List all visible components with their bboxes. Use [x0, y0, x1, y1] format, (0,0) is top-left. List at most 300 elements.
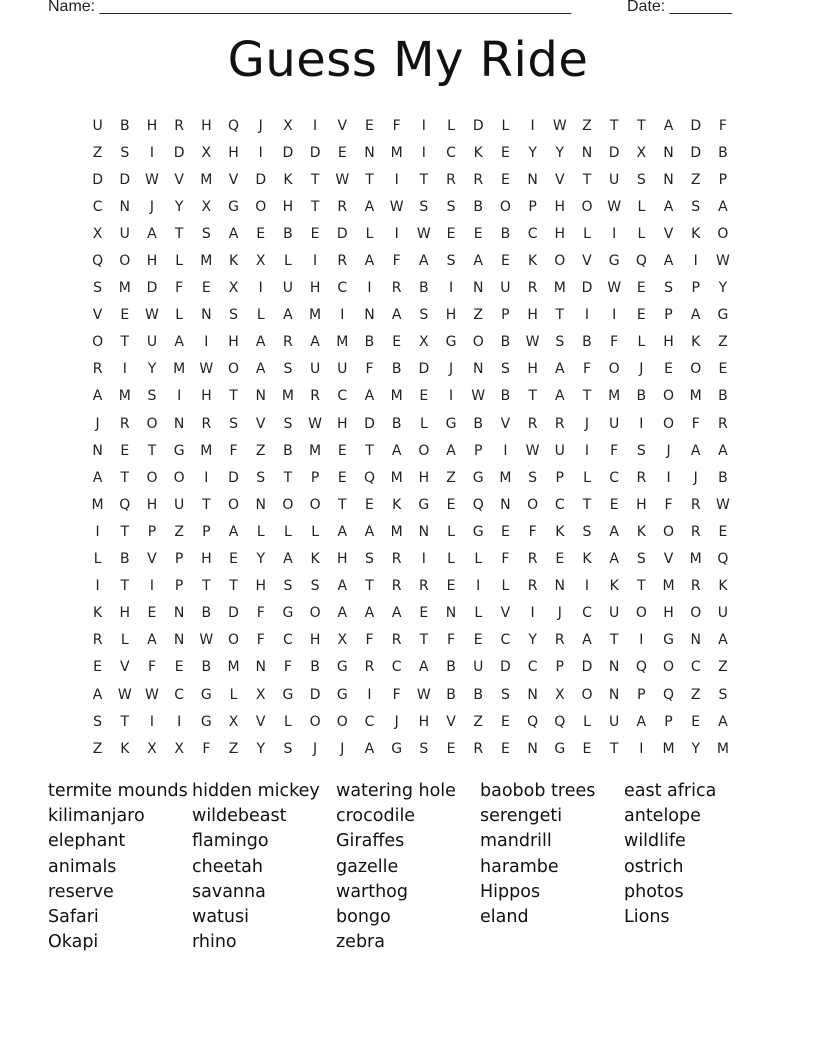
grid-letter: T [310, 198, 320, 215]
grid-letter: I [421, 117, 426, 134]
grid-letter: X [174, 740, 184, 757]
grid-letter: A [92, 388, 103, 405]
grid-letter: L [447, 551, 455, 568]
grid-letter: V [119, 659, 130, 676]
grid-letter: P [174, 551, 184, 568]
grid-letter: B [310, 659, 320, 676]
grid-letter: O [581, 686, 593, 703]
grid-letter: G [554, 740, 566, 757]
grid-letter: X [147, 740, 157, 757]
grid-letter: L [256, 307, 265, 324]
grid-letter: B [119, 117, 130, 134]
grid-letter: M [608, 388, 621, 405]
grid-letter: G [391, 740, 403, 757]
grid-letter: D [255, 171, 267, 188]
grid-letter: Z [473, 307, 484, 324]
grid-letter: N [92, 442, 103, 459]
grid-letter: T [174, 225, 184, 242]
grid-letter: S [446, 253, 456, 270]
grid-letter: O [717, 225, 729, 242]
grid-letter: C [283, 632, 293, 649]
grid-letter: A [473, 253, 483, 270]
grid-letter: B [446, 686, 456, 703]
grid-letter: I [666, 469, 671, 486]
grid-letter: G [336, 659, 348, 676]
grid-letter: S [93, 280, 103, 297]
grid-letter: E [664, 361, 673, 378]
grid-letter: A [690, 307, 701, 324]
grid-letter: A [718, 632, 728, 649]
grid-letter: L [284, 253, 292, 270]
grid-letter: S [120, 144, 130, 161]
grid-letter: I [421, 144, 426, 161]
grid-letter: J [340, 740, 345, 757]
grid-letter: I [394, 225, 399, 242]
grid-letter: D [418, 361, 430, 378]
grid-letter: S [283, 361, 293, 378]
grid-letter: W [145, 686, 159, 703]
grid-letter: W [715, 496, 730, 513]
grid-letter: J [258, 117, 263, 134]
word-list-item: serengeti [480, 806, 563, 827]
grid-letter: W [471, 388, 486, 405]
grid-letter: T [582, 388, 592, 405]
grid-letter: F [256, 605, 265, 622]
name-field: Name: _____________________________________________________ [48, 0, 572, 15]
grid-letter: J [448, 361, 454, 378]
grid-letter: J [557, 605, 562, 622]
grid-letter: T [609, 632, 619, 649]
grid-letter: I [177, 713, 182, 730]
word-list-item: crocodile [336, 806, 416, 827]
word-list-item: Okapi [48, 932, 99, 953]
grid-letter: T [120, 469, 130, 486]
grid-letter: L [93, 551, 102, 568]
grid-letter: G [173, 442, 185, 459]
grid-letter: L [284, 523, 292, 540]
grid-letter: N [500, 496, 511, 513]
grid-letter: I [313, 117, 318, 134]
grid-letter: O [581, 198, 593, 215]
grid-letter: T [202, 578, 211, 595]
grid-letter: Z [718, 334, 728, 351]
grid-letter: C [527, 659, 538, 676]
grid-letter: T [229, 578, 238, 595]
grid-letter: E [446, 578, 456, 595]
grid-letter: R [119, 415, 130, 432]
grid-letter: C [364, 713, 375, 730]
grid-letter: H [527, 307, 538, 324]
grid-letter: C [391, 659, 402, 676]
grid-letter: N [608, 686, 620, 703]
grid-letter: J [584, 415, 590, 432]
grid-letter: A [446, 442, 456, 459]
grid-letter: A [255, 334, 266, 351]
grid-letter: E [500, 713, 510, 730]
grid-letter: U [609, 171, 620, 188]
grid-letter: H [337, 551, 348, 568]
grid-letter: F [392, 686, 401, 703]
word-list-item: animals [48, 856, 117, 877]
grid-letter: O [92, 334, 104, 351]
grid-letter: V [255, 415, 266, 432]
grid-letter: C [609, 469, 620, 486]
grid-letter: E [718, 523, 728, 540]
grid-letter: Z [446, 469, 456, 486]
grid-letter: A [391, 307, 402, 324]
grid-letter: E [256, 225, 266, 242]
grid-letter: D [228, 605, 239, 622]
grid-letter: A [718, 198, 728, 215]
word-list-item: Lions [624, 906, 670, 927]
word-list-item: harambe [480, 856, 559, 877]
grid-letter: F [691, 415, 700, 432]
grid-letter: W [416, 686, 431, 703]
grid-letter: H [418, 713, 430, 730]
grid-letter: J [693, 469, 698, 486]
grid-letter: L [447, 523, 455, 540]
grid-letter: T [365, 171, 374, 188]
grid-letter: F [365, 632, 374, 649]
word-list [48, 779, 768, 955]
grid-letter: I [448, 388, 454, 405]
grid-letter: R [636, 469, 647, 486]
grid-letter: N [255, 659, 266, 676]
grid-letter: O [255, 198, 267, 215]
grid-letter: B [119, 551, 130, 568]
grid-letter: V [337, 117, 348, 134]
word-list-item: termite mounds [48, 781, 188, 801]
grid-letter: O [228, 632, 240, 649]
grid-letter: E [446, 740, 456, 757]
grid-letter: W [117, 686, 132, 703]
grid-letter: H [527, 361, 538, 378]
grid-letter: M [200, 171, 213, 188]
grid-letter: O [554, 253, 566, 270]
grid-letter: I [313, 253, 318, 270]
grid-letter: U [119, 225, 130, 242]
grid-letter: E [392, 334, 402, 351]
grid-letter: Y [555, 144, 565, 161]
grid-letter: N [554, 578, 566, 595]
word-list-item: Giraffes [336, 831, 405, 852]
grid-letter: X [337, 632, 348, 649]
grid-letter: D [581, 280, 593, 297]
grid-letter: D [282, 144, 294, 161]
grid-letter: N [472, 361, 484, 378]
grid-letter: D [119, 171, 131, 188]
grid-letter: A [310, 334, 320, 351]
grid-letter: V [663, 551, 674, 568]
grid-letter: S [636, 171, 646, 188]
grid-letter: M [689, 551, 702, 568]
grid-letter: D [309, 144, 321, 161]
grid-letter: K [93, 605, 103, 622]
word-list-item: warthog [336, 881, 408, 902]
grid-letter: I [584, 307, 590, 324]
grid-letter: A [228, 225, 239, 242]
grid-letter: S [582, 523, 592, 540]
grid-letter: H [445, 307, 457, 324]
grid-letter: C [554, 496, 565, 513]
grid-letter: Q [717, 551, 729, 568]
word-search-grid [84, 112, 737, 762]
grid-letter: A [147, 225, 157, 242]
grid-letter: I [122, 361, 127, 378]
grid-letter: W [335, 171, 350, 188]
grid-letter: F [582, 361, 591, 378]
grid-letter: T [202, 496, 211, 513]
grid-letter: L [365, 225, 374, 242]
grid-letter: S [201, 225, 211, 242]
grid-letter: N [581, 144, 593, 161]
grid-letter: A [663, 253, 674, 270]
grid-letter: P [473, 442, 483, 459]
grid-letter: X [255, 686, 266, 703]
grid-letter: W [525, 334, 540, 351]
grid-letter: H [282, 198, 294, 215]
grid-letter: G [282, 605, 294, 622]
grid-letter: Q [119, 496, 131, 513]
grid-letter: I [612, 225, 617, 242]
grid-letter: O [146, 415, 158, 432]
grid-letter: R [92, 632, 103, 649]
grid-letter: A [255, 361, 266, 378]
grid-letter: V [582, 253, 592, 270]
grid-letter: T [528, 388, 537, 405]
grid-letter: R [446, 171, 456, 188]
grid-letter: R [527, 551, 538, 568]
grid-letter: Y [718, 280, 728, 297]
grid-letter: R [690, 523, 701, 540]
grid-letter: E [201, 280, 211, 297]
grid-letter: Y [256, 740, 265, 757]
grid-letter: N [663, 171, 674, 188]
grid-letter: A [283, 551, 293, 568]
grid-letter: W [199, 361, 214, 378]
grid-letter: M [227, 659, 240, 676]
grid-letter: E [419, 388, 429, 405]
grid-letter: I [503, 442, 508, 459]
grid-letter: E [174, 659, 184, 676]
grid-letter: L [419, 415, 428, 432]
grid-letter: T [419, 171, 429, 188]
grid-letter: A [364, 253, 375, 270]
grid-letter: I [258, 280, 263, 297]
grid-letter: V [663, 225, 674, 242]
grid-letter: F [528, 523, 537, 540]
grid-letter: R [201, 415, 212, 432]
grid-letter: O [119, 253, 131, 270]
grid-letter: I [149, 713, 155, 730]
grid-letter: O [146, 469, 158, 486]
grid-letter: A [337, 605, 348, 622]
grid-letter: A [147, 632, 157, 649]
grid-letter: H [146, 117, 158, 134]
grid-letter: U [174, 496, 185, 513]
grid-letter: A [663, 117, 674, 134]
grid-letter: I [149, 144, 155, 161]
grid-letter: A [609, 523, 619, 540]
grid-letter: P [147, 523, 157, 540]
grid-letter: W [607, 280, 622, 297]
grid-letter: E [365, 496, 374, 513]
grid-letter: E [229, 551, 238, 568]
grid-letter: G [445, 415, 457, 432]
grid-letter: V [147, 551, 157, 568]
grid-letter: M [118, 388, 131, 405]
grid-letter: L [501, 117, 510, 134]
grid-letter: S [636, 551, 646, 568]
word-list-item: gazelle [336, 856, 399, 877]
grid-letter: N [663, 144, 674, 161]
word-list-item: Hippos [480, 881, 541, 902]
grid-letter: S [283, 740, 293, 757]
grid-letter: U [554, 442, 565, 459]
grid-letter: I [340, 307, 345, 324]
grid-letter: A [718, 442, 728, 459]
grid-letter: B [283, 225, 293, 242]
grid-letter: U [309, 361, 321, 378]
grid-letter: B [419, 280, 429, 297]
grid-letter: S [147, 388, 157, 405]
grid-letter: I [367, 686, 372, 703]
grid-letter: R [527, 578, 538, 595]
grid-letter: N [201, 307, 212, 324]
grid-letter: E [500, 740, 510, 757]
grid-letter: Q [527, 713, 539, 730]
grid-letter: E [446, 225, 456, 242]
grid-letter: T [310, 171, 320, 188]
grid-letter: V [174, 171, 184, 188]
grid-letter: U [609, 605, 620, 622]
grid-letter: I [95, 578, 100, 595]
grid-letter: T [365, 578, 374, 595]
grid-letter: R [473, 171, 484, 188]
grid-letter: H [636, 496, 647, 513]
word-list-item: zebra [336, 932, 385, 953]
grid-letter: C [446, 144, 456, 161]
grid-letter: R [418, 578, 429, 595]
grid-letter: R [391, 632, 402, 649]
grid-letter: H [309, 632, 321, 649]
grid-letter: F [283, 659, 292, 676]
grid-letter: S [310, 578, 320, 595]
grid-letter: R [690, 578, 701, 595]
grid-letter: M [336, 334, 349, 351]
grid-letter: O [418, 442, 430, 459]
grid-letter: R [337, 253, 348, 270]
grid-letter: P [202, 523, 211, 540]
grid-letter: T [609, 117, 619, 134]
grid-letter: H [201, 551, 212, 568]
grid-letter: K [609, 578, 619, 595]
grid-letter: D [472, 117, 484, 134]
grid-letter: U [500, 280, 511, 297]
grid-letter: M [662, 740, 675, 757]
grid-letter: S [636, 442, 646, 459]
word-list-item: flamingo [192, 831, 269, 852]
grid-letter: S [229, 415, 238, 432]
grid-letter: E [500, 523, 510, 540]
grid-letter: T [120, 523, 130, 540]
grid-letter: E [500, 171, 510, 188]
grid-letter: T [120, 334, 130, 351]
grid-letter: W [145, 307, 159, 324]
grid-letter: I [476, 578, 481, 595]
grid-letter: M [281, 388, 294, 405]
word-list-item: savanna [192, 881, 266, 902]
grid-letter: F [392, 117, 401, 134]
grid-letter: L [447, 117, 455, 134]
grid-letter: S [664, 280, 673, 297]
grid-letter: O [282, 496, 294, 513]
grid-letter: F [202, 740, 211, 757]
grid-letter: P [528, 198, 537, 215]
grid-letter: O [663, 659, 675, 676]
grid-letter: X [283, 117, 293, 134]
grid-letter: E [500, 253, 510, 270]
grid-letter: Y [174, 198, 184, 215]
grid-letter: A [554, 361, 565, 378]
grid-letter: Q [635, 659, 647, 676]
grid-letter: P [555, 659, 564, 676]
grid-letter: L [175, 253, 184, 270]
grid-letter: H [146, 253, 158, 270]
grid-letter: L [637, 225, 646, 242]
grid-letter: E [582, 740, 592, 757]
grid-letter: E [120, 442, 130, 459]
word-list-item: hidden mickey [192, 781, 320, 801]
grid-letter: A [364, 740, 375, 757]
grid-letter: H [119, 605, 131, 622]
grid-letter: V [500, 415, 511, 432]
grid-letter: Q [92, 253, 104, 270]
grid-letter: S [446, 198, 456, 215]
grid-letter: A [174, 334, 184, 351]
grid-letter: L [637, 198, 646, 215]
grid-letter: B [500, 334, 511, 351]
word-list-item: watering hole [336, 781, 456, 801]
grid-letter: I [530, 117, 535, 134]
grid-letter: O [663, 388, 675, 405]
grid-letter: S [365, 551, 374, 568]
grid-letter: N [255, 496, 266, 513]
grid-letter: N [690, 632, 701, 649]
grid-letter: H [337, 415, 348, 432]
grid-letter: P [637, 686, 646, 703]
grid-letter: P [501, 307, 510, 324]
grid-letter: V [554, 171, 565, 188]
grid-letter: B [364, 334, 375, 351]
grid-letter: F [610, 334, 619, 351]
grid-letter: A [554, 388, 565, 405]
grid-letter: W [525, 442, 540, 459]
grid-letter: V [92, 307, 103, 324]
grid-letter: C [690, 659, 701, 676]
grid-letter: A [391, 442, 402, 459]
grid-letter: F [664, 496, 673, 513]
grid-letter: M [390, 388, 403, 405]
grid-letter: I [612, 307, 617, 324]
grid-letter: D [92, 171, 103, 188]
grid-letter: Q [635, 253, 647, 270]
grid-letter: H [663, 605, 674, 622]
grid-letter: M [200, 442, 213, 459]
grid-letter: V [228, 171, 239, 188]
grid-letter: P [691, 280, 700, 297]
grid-letter: J [639, 361, 644, 378]
